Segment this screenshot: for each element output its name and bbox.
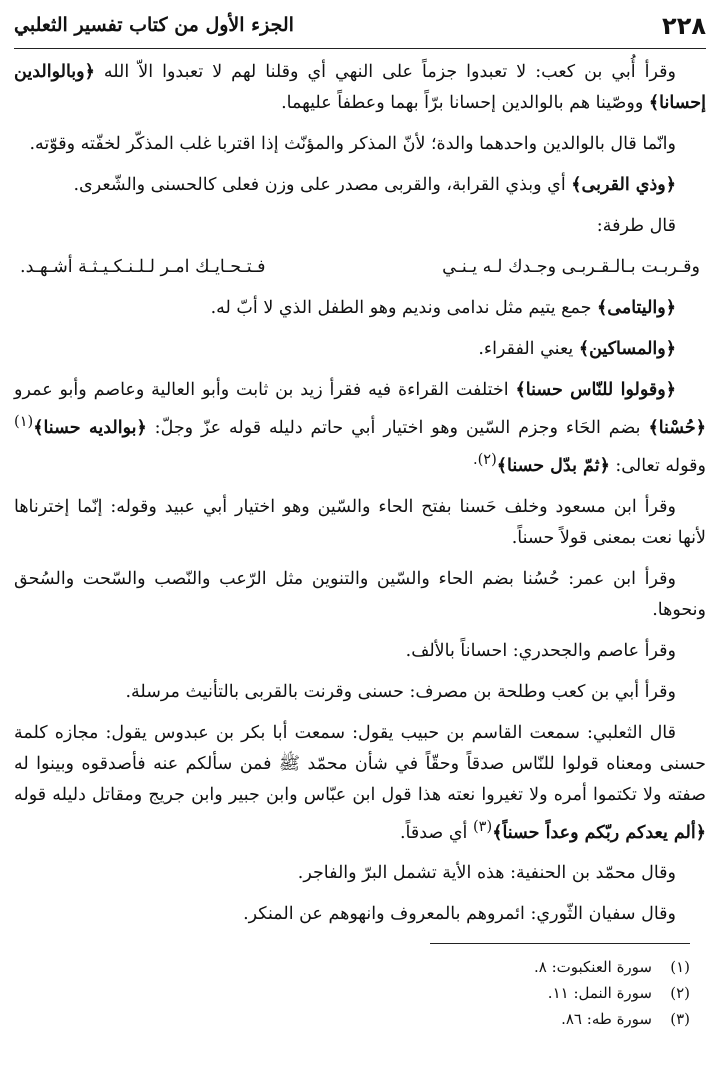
page-number: ٢٢٨ <box>662 12 706 40</box>
paragraph-1: وقرأ أُبي بن كعب: لا تعبدوا جزماً على النهي أي وقلنا لهم لا تعبدوا الاّ الله ﴿وبالوالدين إحسانا﴾ ووصّينا هم بالوالدين إحسانا برّاً بهما وعطفاً عليهما. <box>14 62 706 113</box>
paragraph-9: وقرأ ابن عمر: حُسُنا بضم الحاء والسّين والتنوين مثل الرّعب والنّصب والسّحت والسُحق ونحوها. <box>14 568 706 620</box>
paragraph-11: وقرأ أبي بن كعب وطلحة بن مصرف: حسنى وقرنت بالقربى بالتأنيث مرسلة. <box>125 681 676 702</box>
footnote-number: (٢) <box>670 984 690 1002</box>
paragraph-13: وقال محمّد بن الحنفية: هذه الأية تشمل البرّ والفاجر. <box>297 863 676 884</box>
paragraph-8: وقرأ ابن مسعود وخلف حَسنا بفتح الحاء والسّين وهو اختيار أبي عبيد وقوله: إنّما إخترناها لأنها نعت بمعنى قولاً حسناً. <box>14 496 706 548</box>
quran-quote: ﴿ثمّ بدّل حسنا﴾ <box>496 455 610 476</box>
quran-quote: ﴿واليتامى﴾ <box>596 298 676 318</box>
footnote-ref[interactable]: (١) <box>14 413 34 430</box>
poem-first-hemistich: وقـربـت بـالـقـربـى وجـدك لـه يـنـي <box>442 257 700 277</box>
footnote-number: (٣) <box>670 1010 690 1028</box>
footnote-ref[interactable]: (٣) <box>472 817 493 835</box>
poem-second-hemistich: فـتـحـايـك امـر لـلـنـكـيـثـة أشـهـد. <box>20 257 266 277</box>
quran-quote: ﴿بوالديه حسنا﴾ <box>33 417 147 438</box>
footnote-text: سورة النمل: ١١. <box>547 984 652 1002</box>
footnote-2 <box>130 980 690 1006</box>
running-title: الجزء الأول من كتاب تفسير الثعلبي <box>14 14 294 36</box>
paragraph-14: وقال سفيان الثّوري: ائمروهم بالمعروف وانهوهم عن المنكر. <box>243 904 676 925</box>
book-page <box>10 8 710 1082</box>
footnote-1 <box>130 954 690 980</box>
poem-verse <box>14 252 706 283</box>
footnote-divider <box>430 943 690 944</box>
paragraph-6: ﴿والمساكين﴾ يعني الفقراء. <box>478 339 676 359</box>
paragraph-12: قال الثعلبي: سمعت القاسم بن حبيب يقول: سمعت أبا بكر بن عبدوس يقول: مجازه كلمة حسنى ومعناه قولوا للنّاس صدقاً وحقّاً في شأن محمّد ﷺ فمن سألكم عنه فأصدقوه وبينوا له صفته ولا تكتموا أمره ولا تغيروا نعته هذا قول ابن عبّاس وابن جبير وابن جريج ومقاتل دليله قوله ﴿ألم يعدكم ربّكم وعداً حسناً﴾$^{(٣)}$ أي صدقاً. <box>14 722 706 843</box>
quran-quote: ﴿وبالوالدين إحسانا﴾ <box>14 62 706 113</box>
footnote-3 <box>130 1006 690 1032</box>
paragraph-7: ﴿وقولوا للنّاس حسنا﴾ اختلفت القراءة فيه فقرأ زيد بن ثابت وأبو العالية وعاصم وأبو عمرو ﴿حُسْنا﴾ بضم الحَاء وجزم السّين وهو اختيار أبي حاتم دليله قوله عزّ وجلّ: ﴿بوالديه حسنا﴾$^{(١)}$ وقوله تعالى: ﴿ثمّ بدّل حسنا﴾$^{(٢).}$ <box>14 380 706 476</box>
quran-quote: ﴿حُسْنا﴾ <box>648 417 706 438</box>
footnote-ref[interactable]: (٢). <box>472 450 497 468</box>
main-text <box>10 49 710 930</box>
quran-quote: ﴿وقولوا للنّاس حسنا﴾ <box>515 380 676 400</box>
quran-quote: ﴿والمساكين﴾ <box>578 339 676 359</box>
paragraph-3: ﴿وذي القربى﴾ أي وبذي القرابة، والقربى مصدر على وزن فعلى كالحسنى والشّعرى. <box>73 175 676 195</box>
footnote-text: سورة طه: ٨٦. <box>561 1010 652 1028</box>
paragraph-4: قال طرفة: <box>596 216 676 236</box>
footnotes <box>130 954 690 1032</box>
paragraph-2: وانّما قال بالوالدين واحدهما والدة؛ لأنّ المذكر والمؤنّث إذا اقتربا غلب المذكّر لخفّته وقوّته. <box>29 134 676 154</box>
paragraph-5: ﴿واليتامى﴾ جمع يتيم مثل ندامى ونديم وهو الطفل الذي لا أبّ له. <box>210 298 676 318</box>
page-header <box>14 8 706 49</box>
quran-quote: ﴿ألم يعدكم ربّكم وعداً حسناً﴾ <box>492 822 706 843</box>
paragraph-10: وقرأ عاصم والجحدري: احساناً بالألف. <box>405 640 676 661</box>
footnote-text: سورة العنكبوت: ٨. <box>533 958 652 976</box>
footnote-number: (١) <box>670 958 690 976</box>
quran-quote: ﴿وذي القربى﴾ <box>571 175 676 195</box>
